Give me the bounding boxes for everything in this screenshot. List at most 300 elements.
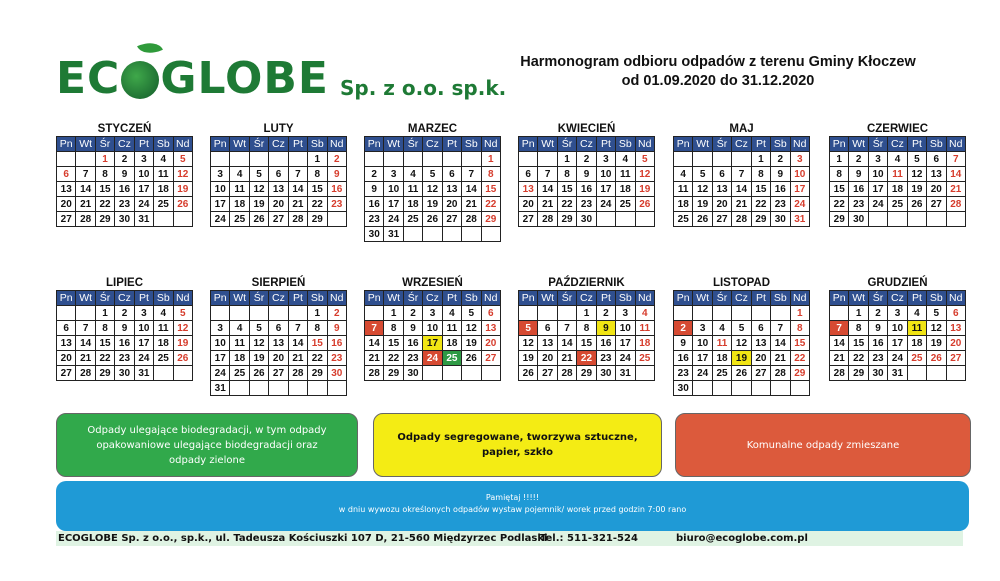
empty-cell	[269, 381, 288, 396]
month-table	[829, 136, 966, 227]
day-cell: 19	[693, 197, 712, 212]
day-cell: 10	[134, 321, 153, 336]
day-cell: 7	[288, 321, 307, 336]
weekday-header: Cz	[888, 291, 907, 306]
month-calendar	[364, 122, 501, 242]
day-cell: 13	[269, 182, 288, 197]
day-cell: 21	[830, 351, 849, 366]
day-cell: 14	[538, 182, 557, 197]
weekday-header: Śr	[403, 137, 422, 152]
empty-cell	[288, 306, 307, 321]
day-cell: 8	[308, 167, 327, 182]
day-cell: 25	[230, 366, 249, 381]
day-cell: 12	[519, 336, 538, 351]
day-cell: 12	[249, 336, 268, 351]
day-cell: 3	[211, 321, 230, 336]
day-cell: 22	[830, 197, 849, 212]
day-cell: 8	[849, 321, 868, 336]
day-cell: 12	[732, 336, 751, 351]
empty-cell	[712, 306, 731, 321]
month-name: SIERPIEŃ	[251, 277, 306, 289]
empty-cell	[403, 227, 422, 242]
day-cell: 24	[211, 212, 230, 227]
day-cell: 20	[57, 351, 76, 366]
day-cell: 15	[308, 182, 327, 197]
day-cell: 5	[173, 306, 192, 321]
month-name: LUTY	[263, 123, 294, 135]
empty-cell	[927, 366, 946, 381]
day-cell: 25	[674, 212, 693, 227]
day-cell: 26	[249, 366, 268, 381]
day-cell: 18	[635, 336, 654, 351]
day-cell: 21	[365, 351, 384, 366]
day-cell: 20	[946, 336, 965, 351]
legend-segregated-text: Odpady segregowane, tworzywa sztuczne, papier, szkło	[397, 432, 638, 458]
logo-wordmark: EC GLOBE	[56, 54, 329, 104]
day-cell: 31	[888, 366, 907, 381]
day-cell: 23	[849, 197, 868, 212]
day-cell: 13	[519, 182, 538, 197]
day-cell: 16	[403, 336, 422, 351]
weekday-header: Śr	[249, 291, 268, 306]
day-cell: 29	[830, 212, 849, 227]
day-cell: 6	[927, 152, 946, 167]
day-cell: 19	[927, 336, 946, 351]
day-cell: 22	[95, 351, 114, 366]
day-cell: 3	[384, 167, 403, 182]
day-cell: 16	[327, 336, 346, 351]
day-cell: 12	[462, 321, 481, 336]
pickup-day-red: 7	[830, 321, 849, 336]
day-cell: 3	[868, 152, 887, 167]
day-cell: 31	[211, 381, 230, 396]
weekday-header: Nd	[790, 291, 809, 306]
empty-cell	[462, 227, 481, 242]
day-cell: 28	[288, 212, 307, 227]
day-cell: 30	[674, 381, 693, 396]
empty-cell	[57, 306, 76, 321]
day-cell: 15	[95, 182, 114, 197]
day-cell: 29	[849, 366, 868, 381]
day-cell: 17	[134, 336, 153, 351]
day-cell: 25	[230, 212, 249, 227]
day-cell: 21	[946, 182, 965, 197]
day-cell: 10	[423, 321, 442, 336]
day-cell: 8	[308, 321, 327, 336]
empty-cell	[481, 227, 500, 242]
day-cell: 21	[76, 351, 95, 366]
weekday-header: Śr	[557, 137, 576, 152]
weekday-header: Sb	[616, 137, 635, 152]
day-cell: 29	[557, 212, 576, 227]
day-cell: 21	[288, 197, 307, 212]
day-cell: 15	[481, 182, 500, 197]
day-cell: 3	[693, 321, 712, 336]
day-cell: 1	[308, 306, 327, 321]
empty-cell	[308, 381, 327, 396]
day-cell: 17	[211, 351, 230, 366]
day-cell: 30	[771, 212, 790, 227]
weekday-header: Śr	[95, 291, 114, 306]
empty-cell	[462, 152, 481, 167]
empty-cell	[907, 366, 926, 381]
day-cell: 10	[596, 167, 615, 182]
day-cell: 18	[888, 182, 907, 197]
day-cell: 16	[771, 182, 790, 197]
weekday-header: Sb	[308, 291, 327, 306]
weekday-header: Cz	[732, 137, 751, 152]
day-cell: 8	[790, 321, 809, 336]
day-cell: 24	[888, 351, 907, 366]
day-cell: 26	[732, 366, 751, 381]
day-cell: 27	[946, 351, 965, 366]
day-cell: 6	[519, 167, 538, 182]
empty-cell	[635, 366, 654, 381]
day-cell: 13	[946, 321, 965, 336]
day-cell: 13	[269, 336, 288, 351]
weekday-header: Cz	[269, 137, 288, 152]
day-cell: 19	[173, 336, 192, 351]
day-cell: 27	[57, 366, 76, 381]
month-name: PAŹDZIERNIK	[548, 277, 625, 289]
weekday-header: Cz	[423, 291, 442, 306]
day-cell: 24	[596, 197, 615, 212]
day-cell: 4	[403, 167, 422, 182]
day-cell: 3	[423, 306, 442, 321]
weekday-header: Pt	[596, 291, 615, 306]
day-cell: 1	[95, 306, 114, 321]
day-cell: 6	[269, 321, 288, 336]
weekday-header: Pn	[365, 137, 384, 152]
day-cell: 2	[868, 306, 887, 321]
day-cell: 24	[134, 351, 153, 366]
weekday-header: Sb	[154, 291, 173, 306]
weekday-header: Pt	[442, 291, 461, 306]
day-cell: 28	[538, 212, 557, 227]
empty-cell	[403, 152, 422, 167]
day-cell: 19	[635, 182, 654, 197]
empty-cell	[230, 306, 249, 321]
day-cell: 14	[830, 336, 849, 351]
day-cell: 2	[596, 306, 615, 321]
day-cell: 7	[462, 167, 481, 182]
weekday-header: Wt	[693, 291, 712, 306]
empty-cell	[384, 152, 403, 167]
day-cell: 6	[481, 306, 500, 321]
day-cell: 3	[790, 152, 809, 167]
weekday-header: Pn	[365, 291, 384, 306]
day-cell: 15	[849, 336, 868, 351]
day-cell: 12	[907, 167, 926, 182]
weekday-header: Wt	[76, 291, 95, 306]
day-cell: 8	[95, 321, 114, 336]
weekday-header: Pt	[751, 291, 770, 306]
day-cell: 6	[442, 167, 461, 182]
day-cell: 26	[927, 351, 946, 366]
day-cell: 17	[868, 182, 887, 197]
day-cell: 11	[154, 167, 173, 182]
day-cell: 15	[95, 336, 114, 351]
day-cell: 14	[771, 336, 790, 351]
empty-cell	[327, 381, 346, 396]
day-cell: 13	[57, 182, 76, 197]
day-cell: 16	[674, 351, 693, 366]
day-cell: 16	[596, 336, 615, 351]
weekday-header: Nd	[173, 137, 192, 152]
weekday-header: Sb	[927, 291, 946, 306]
day-cell: 3	[616, 306, 635, 321]
day-cell: 21	[462, 197, 481, 212]
day-cell: 18	[674, 197, 693, 212]
empty-cell	[173, 366, 192, 381]
day-cell: 26	[423, 212, 442, 227]
page-title	[498, 53, 938, 91]
day-cell: 29	[95, 212, 114, 227]
day-cell: 31	[134, 212, 153, 227]
title-line-1: Harmonogram odbioru odpadów z terenu Gminy Kłoczew	[520, 54, 916, 70]
day-cell: 29	[577, 366, 596, 381]
empty-cell	[712, 381, 731, 396]
pickup-day-red: 22	[577, 351, 596, 366]
weekday-header: Pt	[751, 137, 770, 152]
day-cell: 26	[519, 366, 538, 381]
month-name: CZERWIEC	[866, 123, 929, 135]
month-name: MAJ	[729, 123, 754, 135]
day-cell: 26	[907, 197, 926, 212]
day-cell: 22	[751, 197, 770, 212]
day-cell: 16	[365, 197, 384, 212]
day-cell: 29	[95, 366, 114, 381]
day-cell: 21	[538, 197, 557, 212]
day-cell: 27	[538, 366, 557, 381]
day-cell: 29	[751, 212, 770, 227]
day-cell: 21	[76, 197, 95, 212]
day-cell: 7	[76, 321, 95, 336]
empty-cell	[732, 306, 751, 321]
empty-cell	[57, 152, 76, 167]
day-cell: 8	[481, 167, 500, 182]
day-cell: 4	[154, 306, 173, 321]
legend-mixed-text: Komunalne odpady zmieszane	[746, 439, 900, 451]
month-table	[673, 290, 810, 396]
day-cell: 12	[249, 182, 268, 197]
weekday-header: Nd	[946, 137, 965, 152]
day-cell: 24	[134, 197, 153, 212]
day-cell: 2	[115, 306, 134, 321]
weekday-header: Sb	[154, 137, 173, 152]
day-cell: 31	[384, 227, 403, 242]
weekday-header: Cz	[269, 291, 288, 306]
month-name: GRUDZIEŃ	[867, 277, 928, 289]
empty-cell	[712, 152, 731, 167]
weekday-header: Sb	[771, 137, 790, 152]
day-cell: 14	[946, 167, 965, 182]
day-cell: 18	[154, 336, 173, 351]
day-cell: 12	[423, 182, 442, 197]
day-cell: 11	[230, 182, 249, 197]
weekday-header: Nd	[635, 291, 654, 306]
empty-cell	[557, 306, 576, 321]
day-cell: 1	[308, 152, 327, 167]
day-cell: 16	[115, 182, 134, 197]
day-cell: 19	[462, 336, 481, 351]
day-cell: 3	[211, 167, 230, 182]
day-cell: 22	[790, 351, 809, 366]
day-cell: 23	[868, 351, 887, 366]
day-cell: 20	[57, 197, 76, 212]
day-cell: 8	[751, 167, 770, 182]
weekday-header: Pt	[134, 137, 153, 152]
day-cell: 16	[868, 336, 887, 351]
day-cell: 1	[849, 306, 868, 321]
day-cell: 5	[423, 167, 442, 182]
day-cell: 22	[95, 197, 114, 212]
day-cell: 5	[173, 152, 192, 167]
day-cell: 1	[751, 152, 770, 167]
day-cell: 28	[771, 366, 790, 381]
day-cell: 2	[577, 152, 596, 167]
day-cell: 7	[288, 167, 307, 182]
empty-cell	[269, 152, 288, 167]
day-cell: 28	[462, 212, 481, 227]
empty-cell	[173, 212, 192, 227]
month-table	[364, 136, 501, 242]
day-cell: 20	[751, 351, 770, 366]
footer-company: ECOGLOBE Sp. z o.o., sp.k., ul. Tadeusza Kościuszki 107 D, 21-560 Międzyrzec Podlaski	[58, 533, 548, 544]
month-name: STYCZEŃ	[97, 123, 152, 135]
weekday-header: Śr	[557, 291, 576, 306]
day-cell: 5	[927, 306, 946, 321]
day-cell: 30	[365, 227, 384, 242]
empty-cell	[154, 366, 173, 381]
day-cell: 23	[327, 197, 346, 212]
weekday-header: Pn	[674, 137, 693, 152]
day-cell: 14	[76, 182, 95, 197]
day-cell: 28	[557, 366, 576, 381]
day-cell: 9	[577, 167, 596, 182]
pickup-day-red: 5	[519, 321, 538, 336]
day-cell: 26	[462, 351, 481, 366]
day-cell: 19	[519, 351, 538, 366]
day-cell: 24	[693, 366, 712, 381]
weekday-header: Cz	[732, 291, 751, 306]
day-cell: 30	[115, 366, 134, 381]
day-cell: 2	[403, 306, 422, 321]
empty-cell	[462, 366, 481, 381]
day-cell: 7	[946, 152, 965, 167]
day-cell: 1	[577, 306, 596, 321]
day-cell: 25	[154, 351, 173, 366]
day-cell: 4	[154, 152, 173, 167]
empty-cell	[946, 212, 965, 227]
empty-cell	[423, 366, 442, 381]
empty-cell	[365, 152, 384, 167]
weekday-header: Pn	[57, 137, 76, 152]
month-name: LISTOPAD	[712, 277, 771, 289]
pickup-day-red: 24	[423, 351, 442, 366]
pickup-day-green: 25	[442, 351, 461, 366]
day-cell: 30	[403, 366, 422, 381]
day-cell: 28	[732, 212, 751, 227]
empty-cell	[442, 152, 461, 167]
empty-cell	[830, 306, 849, 321]
day-cell: 2	[365, 167, 384, 182]
day-cell: 23	[771, 197, 790, 212]
day-cell: 13	[538, 336, 557, 351]
weekday-header: Wt	[76, 137, 95, 152]
day-cell: 30	[577, 212, 596, 227]
day-cell: 24	[384, 212, 403, 227]
day-cell: 5	[635, 152, 654, 167]
day-cell: 20	[519, 197, 538, 212]
day-cell: 28	[830, 366, 849, 381]
day-cell: 23	[115, 197, 134, 212]
day-cell: 11	[616, 167, 635, 182]
day-cell: 17	[211, 197, 230, 212]
weekday-header: Pn	[830, 137, 849, 152]
pickup-day-yellow: 9	[596, 321, 615, 336]
month-calendar	[518, 276, 655, 381]
empty-cell	[76, 152, 95, 167]
weekday-header: Sb	[616, 291, 635, 306]
weekday-header: Wt	[230, 291, 249, 306]
day-cell: 21	[771, 351, 790, 366]
weekday-header: Śr	[403, 291, 422, 306]
day-cell: 23	[596, 351, 615, 366]
day-cell: 12	[693, 182, 712, 197]
day-cell: 13	[712, 182, 731, 197]
day-cell: 2	[115, 152, 134, 167]
day-cell: 2	[771, 152, 790, 167]
day-cell: 14	[557, 336, 576, 351]
day-cell: 15	[384, 336, 403, 351]
ecoglobe-logo	[56, 42, 507, 112]
day-cell: 18	[907, 336, 926, 351]
day-cell: 17	[596, 182, 615, 197]
month-calendar	[673, 122, 810, 227]
day-cell: 20	[269, 351, 288, 366]
day-cell: 14	[732, 182, 751, 197]
day-cell: 21	[732, 197, 751, 212]
day-cell: 6	[712, 167, 731, 182]
month-table	[210, 136, 347, 227]
legend-mixed-waste	[675, 413, 971, 477]
day-cell: 23	[115, 351, 134, 366]
day-cell: 9	[868, 321, 887, 336]
day-cell: 9	[403, 321, 422, 336]
day-cell: 7	[771, 321, 790, 336]
weekday-header: Sb	[462, 137, 481, 152]
day-cell: 4	[888, 152, 907, 167]
day-cell: 2	[849, 152, 868, 167]
empty-cell	[693, 381, 712, 396]
day-cell: 4	[907, 306, 926, 321]
day-cell: 9	[674, 336, 693, 351]
empty-cell	[635, 212, 654, 227]
day-cell: 5	[693, 167, 712, 182]
day-cell: 12	[173, 321, 192, 336]
day-cell: 11	[154, 321, 173, 336]
day-cell: 13	[442, 182, 461, 197]
reminder-note	[56, 481, 969, 531]
day-cell: 24	[211, 366, 230, 381]
day-cell: 21	[557, 351, 576, 366]
pickup-day-yellow: 11	[907, 321, 926, 336]
day-cell: 8	[384, 321, 403, 336]
legend-segregated-waste	[373, 413, 662, 477]
weekday-header: Pn	[211, 137, 230, 152]
month-calendar	[364, 276, 501, 381]
